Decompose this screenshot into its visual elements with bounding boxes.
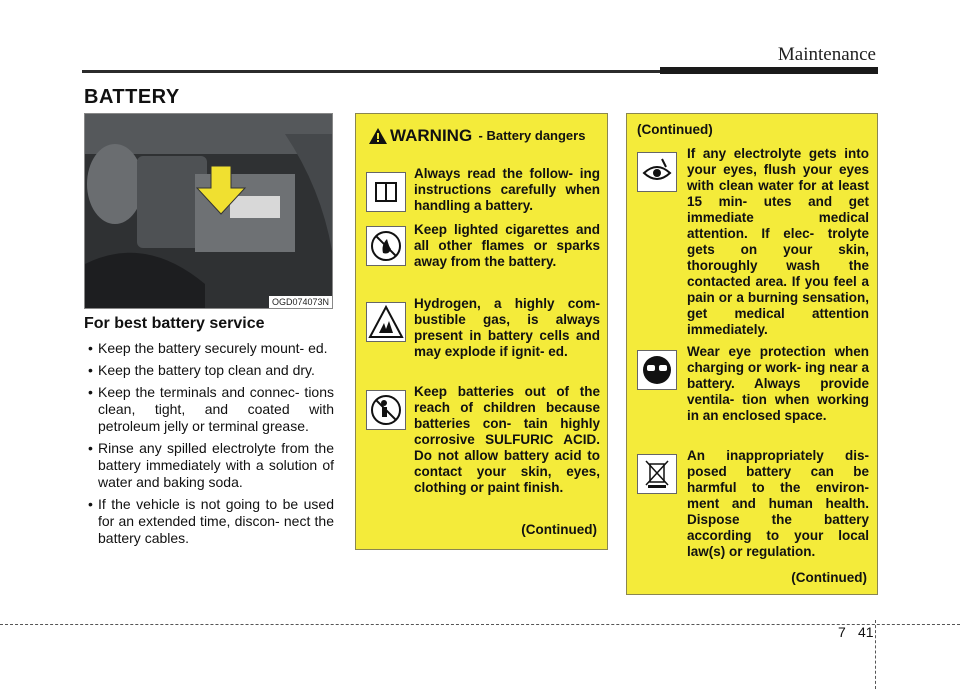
continued-top-label: (Continued) <box>637 122 713 137</box>
warning-item-text: Hydrogen, a highly com- bustible gas, is always present in battery cells and may explode if ignit- ed. <box>414 296 600 359</box>
section-name: Maintenance <box>777 44 876 65</box>
warning-item-text: Keep batteries out of the reach of children because batteries con- tain highly corrosive SULFURIC ACID. Do not allow battery acid to contact your skin, eyes, clothing or paint finish. <box>414 384 600 495</box>
warning-triangle-icon <box>368 127 388 145</box>
warning-subject: - Battery dangers <box>478 128 586 143</box>
service-title: For best battery service <box>84 315 265 332</box>
warning-word: WARNING <box>390 126 473 145</box>
continued-item-text: If any electrolyte gets into your eyes, flush your eyes with clean water for at least 15 min- utes and get immediate medical attention. If elec- trolyte gets on your skin, thoroughly wash the contacted area. If you feel a pain or a burning sensation, get medical attention immediately. <box>687 146 869 337</box>
warning-item-text: Keep lighted cigarettes and all other flames or sparks away from the battery. <box>414 222 600 269</box>
photo-code: OGD074073N <box>269 296 332 308</box>
warning-panel <box>355 113 608 550</box>
continued-item-text: Wear eye protection when charging or work- ing near a battery. Always provide ventila- tion when working in an enclosed space. <box>687 344 869 423</box>
battery-photo <box>84 113 333 309</box>
service-tips <box>84 340 334 552</box>
warning-header <box>368 124 598 160</box>
continued-item-text: An inappropriately dis- posed battery can be harmful to the environ- ment and human health. Dispose the battery according to your local law(s) or regulation. <box>687 448 869 559</box>
no-flame-icon <box>366 226 406 266</box>
page-heading: BATTERY <box>84 86 180 108</box>
list-item: • If the vehicle is not going to be used for an extended time, discon- nect the battery cables. <box>84 496 334 547</box>
recycle-bin-icon <box>637 454 677 494</box>
chapter-number: 7 <box>838 624 846 640</box>
engine-bay-illustration <box>85 114 333 309</box>
continued-label: (Continued) <box>791 570 867 585</box>
continued-label: (Continued) <box>521 522 597 537</box>
eye-flush-icon <box>637 152 677 192</box>
list-item: • Keep the battery securely mount- ed. <box>84 340 334 357</box>
eye-protection-icon <box>637 350 677 390</box>
keep-children-away-icon <box>366 390 406 430</box>
page-number: 41 <box>858 624 874 640</box>
manual-icon <box>366 172 406 212</box>
list-item: • Keep the battery top clean and dry. <box>84 362 334 379</box>
list-item: • Rinse any spilled electrolyte from the battery immediately with a solution of water and baking soda. <box>84 440 334 491</box>
footer-rule <box>0 624 960 625</box>
explosion-icon <box>366 302 406 342</box>
list-item: • Keep the terminals and connec- tions clean, tight, and coated with petroleum jelly or terminal grease. <box>84 384 334 435</box>
continued-panel <box>626 113 878 595</box>
header-rule-accent <box>660 67 878 74</box>
warning-item-text: Always read the follow- ing instructions carefully when handling a battery. <box>414 166 600 213</box>
page-divider <box>875 620 876 689</box>
